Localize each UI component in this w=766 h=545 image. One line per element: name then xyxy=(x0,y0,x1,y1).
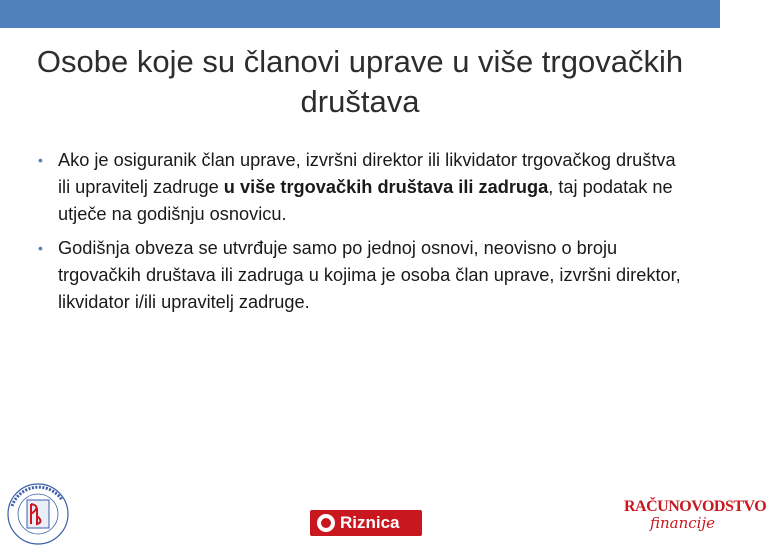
financije-logo-word: financije xyxy=(650,514,715,532)
slide-title-line-1: Osobe koje su članovi uprave u više trgovačkih xyxy=(36,44,684,79)
riznica-emblem-icon xyxy=(317,514,335,532)
racunovodstvo-logo-word: RAČUNOVODSTVO xyxy=(624,498,766,515)
riznica-logo-text: Riznica xyxy=(340,513,400,532)
bullet-list xyxy=(38,147,688,323)
bullet-1-text-end: , taj podatak ne utječe na godišnju osnovicu. xyxy=(58,177,673,224)
bullet-icon: • xyxy=(38,152,43,168)
bullet-icon: • xyxy=(38,240,43,256)
racunovodstvo-logo xyxy=(624,497,766,540)
bullet-2-text: Godišnja obveza se utvrđuje samo po jednoj osnovi, neovisno o broju trgovačkih društava ili zadruga u kojima je osoba član uprave, izvršni direktor, likvidator i/ili upravitelj zadruge. xyxy=(58,238,681,312)
institution-seal-logo xyxy=(2,474,72,540)
bullet-item-2 xyxy=(38,235,688,316)
bullet-1-text: Ako je osiguranik član uprave, izvršni direktor ili likvidator trgovačkog društva ili upravitelj zadruge xyxy=(58,150,676,197)
top-accent-bar xyxy=(0,0,720,28)
slide-title xyxy=(30,42,690,122)
slide-title-line-2: društava xyxy=(300,84,420,119)
bullet-item-1 xyxy=(38,147,688,228)
bullet-1-bold: u više trgovačkih društava ili zadruga xyxy=(223,177,549,197)
riznica-logo xyxy=(310,510,422,536)
